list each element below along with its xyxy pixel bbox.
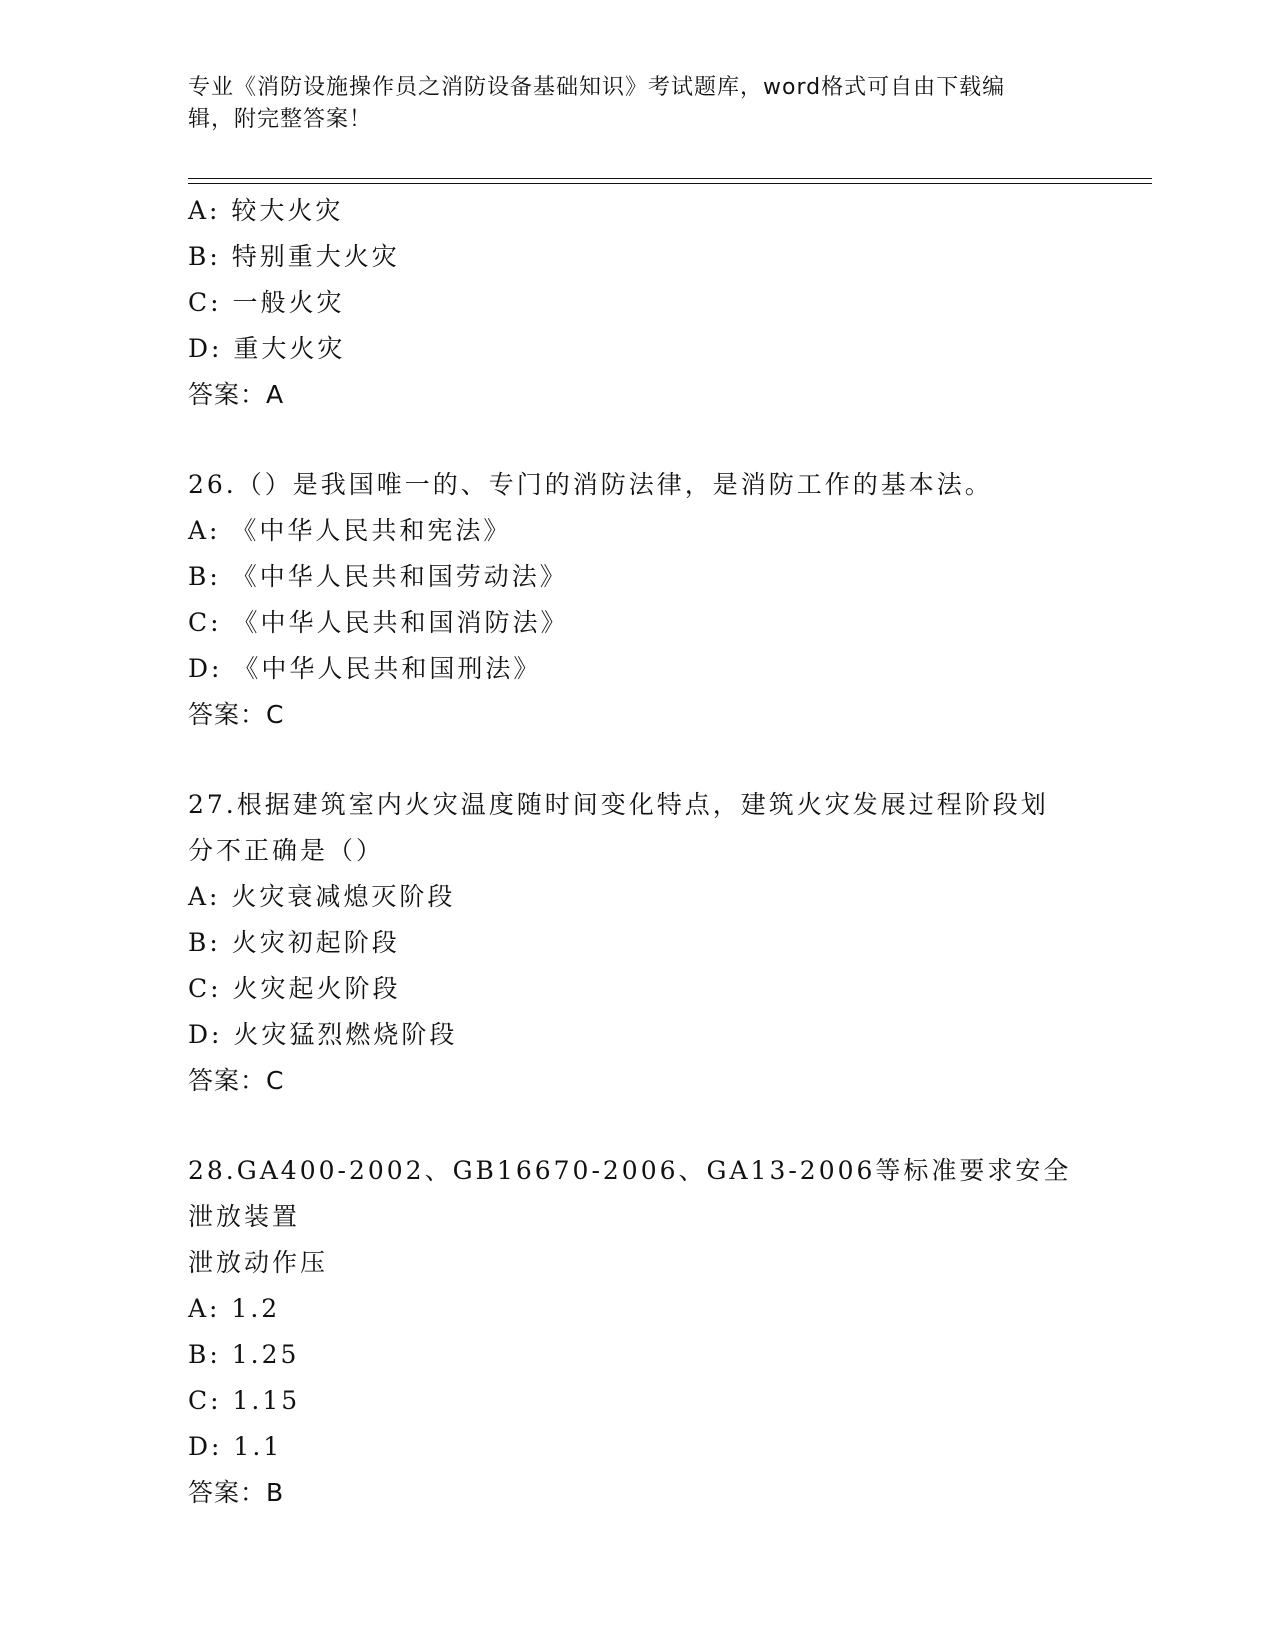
answer-line: 答案：C bbox=[188, 1066, 285, 1095]
option-b: B: 火灾初起阶段 bbox=[188, 928, 400, 957]
option-d: D: 1.1 bbox=[188, 1432, 283, 1461]
option-b: B: 特别重大火灾 bbox=[188, 242, 400, 271]
option-c: C: 火灾起火阶段 bbox=[188, 974, 401, 1003]
document-body bbox=[188, 188, 1088, 1516]
question-block-26 bbox=[188, 462, 1088, 738]
question-stem: 26.（）是我国唯一的、专门的消防法律，是消防工作的基本法。 bbox=[188, 470, 993, 499]
option-a: A: 较大火灾 bbox=[188, 196, 344, 225]
option-b: B: 《中华人民共和国劳动法》 bbox=[188, 562, 568, 591]
option-a: A: 《中华人民共和宪法》 bbox=[188, 516, 512, 545]
option-d: D: 重大火灾 bbox=[188, 334, 346, 363]
header-divider bbox=[188, 178, 1152, 184]
option-c: C: 《中华人民共和国消防法》 bbox=[188, 608, 569, 637]
option-c: C: 1.15 bbox=[188, 1386, 301, 1415]
question-block-27 bbox=[188, 782, 1088, 1104]
page-header bbox=[188, 72, 1068, 136]
question-block-28 bbox=[188, 1148, 1088, 1516]
question-block-25 bbox=[188, 188, 1088, 418]
option-d: D: 火灾猛烈燃烧阶段 bbox=[188, 1020, 458, 1049]
answer-line: 答案：A bbox=[188, 380, 285, 409]
answer-line: 答案：C bbox=[188, 700, 285, 729]
question-stem-line-1: 28.GA400-2002、GB16670-2006、GA13-2006等标准要求安全泄放装置 bbox=[188, 1156, 1072, 1231]
answer-line: 答案：B bbox=[188, 1478, 285, 1507]
option-c: C: 一般火灾 bbox=[188, 288, 345, 317]
option-b: B: 1.25 bbox=[188, 1340, 300, 1369]
question-stem-line-1: 27.根据建筑室内火灾温度随时间变化特点，建筑火灾发展过程阶段划 bbox=[188, 790, 1049, 819]
option-a: A: 1.2 bbox=[188, 1294, 281, 1323]
question-stem-line-2: 分不正确是（） bbox=[188, 836, 385, 865]
header-line-1: 专业《消防设施操作员之消防设备基础知识》考试题库，word格式可自由下载编 bbox=[188, 75, 1006, 100]
question-stem-line-2: 泄放动作压 bbox=[188, 1248, 329, 1277]
option-a: A: 火灾衰减熄灭阶段 bbox=[188, 882, 456, 911]
header-line-2: 辑，附完整答案！ bbox=[188, 107, 373, 132]
option-d: D: 《中华人民共和国刑法》 bbox=[188, 654, 542, 683]
